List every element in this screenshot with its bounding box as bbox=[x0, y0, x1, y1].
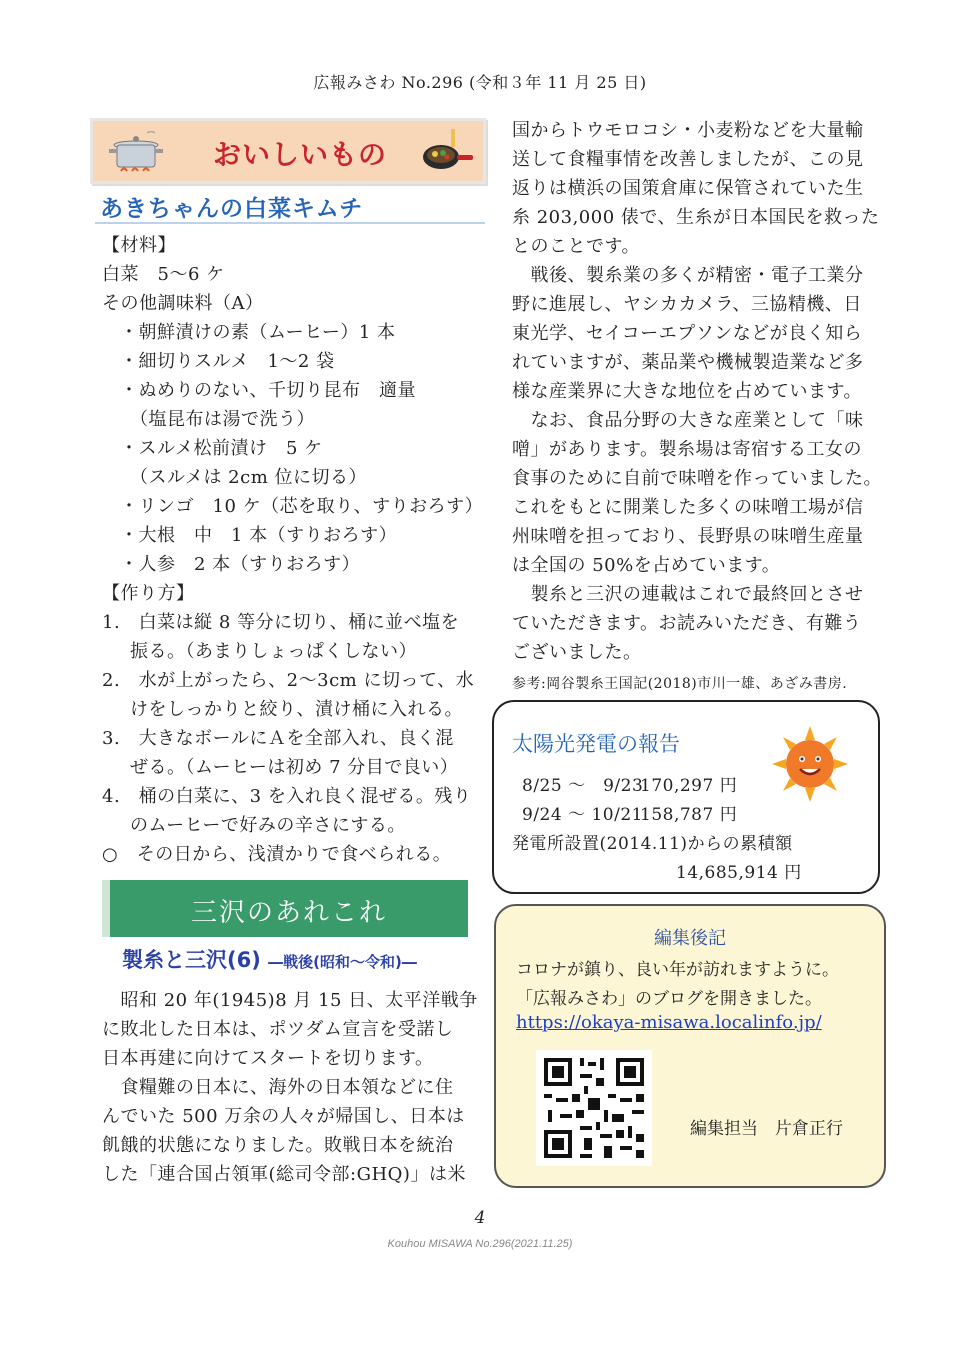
body-line: 返りは横浜の国策倉庫に保管されていた生 bbox=[512, 178, 864, 199]
body-line: に敗北した日本は、ポツダム宣言を受諾し bbox=[102, 1019, 454, 1040]
oishii-banner bbox=[90, 118, 486, 184]
solar-cumulative-value: 14,685,914 円 bbox=[676, 863, 802, 883]
body-line: なお、食品分野の大きな産業として「味 bbox=[512, 410, 864, 431]
body-line: 飢餓的状態になりました。敗戦日本を統治 bbox=[102, 1135, 454, 1156]
recipe-line: のムーヒーで好みの辛さにする。 bbox=[130, 815, 406, 836]
solar-row-amount: 170,297 円 bbox=[640, 776, 738, 796]
body-line: 製糸と三沢の連載はこれで最終回とさせ bbox=[512, 584, 864, 605]
editor-note-title: 編集後記 bbox=[654, 928, 726, 949]
recipe-line: 3. 大きなボールにＡを全部入れ、良く混 bbox=[102, 728, 454, 749]
recipe-line: （塩昆布は湯で洗う） bbox=[130, 409, 315, 430]
recipe-line: 【材料】 bbox=[102, 235, 176, 256]
recipe-line: ぜる。（ムーヒーは初め 7 分目で良い） bbox=[130, 757, 459, 778]
body-line: んでいた 500 万余の人々が帰国し、日本は bbox=[102, 1106, 465, 1127]
recipe-line: ・大根 中 1 本（すりおろす） bbox=[120, 525, 398, 546]
recipe-line: 1. 白菜は縦 8 等分に切り、桶に並べ塩を bbox=[102, 612, 460, 633]
recipe-line: ・朝鮮漬けの素（ムーヒー）1 本 bbox=[120, 322, 396, 343]
recipe-line: ○ その日から、浅漬かりで食べられる。 bbox=[102, 844, 452, 865]
body-line: ございました。 bbox=[512, 642, 642, 663]
body-line: 食事のために自前で味噌を作っていました。 bbox=[512, 468, 882, 489]
body-line: これをもとに開業した多くの味噌工場が信 bbox=[512, 497, 864, 518]
series-title bbox=[122, 944, 417, 974]
body-line: れていますが、薬品業や機械製造業など多 bbox=[512, 352, 864, 373]
solar-cumulative-label: 発電所設置(2014.11)からの累積額 bbox=[512, 834, 793, 854]
page-footer: Kouhou MISAWA No.296(2021.11.25) bbox=[387, 1238, 573, 1250]
body-line: 糸 203,000 俵で、生糸が日本国民を救った bbox=[512, 207, 880, 228]
recipe-line: 4. 桶の白菜に、3 を入れ良く混ぜる。残り bbox=[102, 786, 472, 807]
body-line: 日本再建に向けてスタートを切ります。 bbox=[102, 1048, 434, 1069]
editor-note-line: コロナが鎮り、良い年が訪れますように。 bbox=[516, 960, 839, 980]
recipe-line: ・リンゴ 10 ケ（芯を取り、すりおろす） bbox=[120, 496, 484, 517]
oishii-banner-title: おいしいもの bbox=[213, 138, 388, 171]
body-line: 東光学、セイコーエプソンなどが良く知ら bbox=[512, 323, 863, 344]
series-title-main: 製糸と三沢(6) bbox=[122, 948, 261, 972]
recipe-title: あきちゃんの白菜キムチ bbox=[100, 196, 364, 222]
frying-pan-icon bbox=[421, 127, 473, 175]
blog-link[interactable]: https://okaya-misawa.localinfo.jp/ bbox=[516, 1012, 822, 1033]
body-line: した「連合国占領軍(総司令部:GHQ)」は米 bbox=[102, 1164, 466, 1185]
body-line: 食糧難の日本に、海外の日本領などに住 bbox=[102, 1077, 454, 1098]
body-line: 様な産業界に大きな地位を占めています。 bbox=[512, 381, 863, 402]
page-number: 4 bbox=[474, 1208, 486, 1228]
body-line: 野に進展し、ヤシカカメラ、三協精機、日 bbox=[512, 294, 862, 315]
recipe-line: ・人参 2 本（すりおろす） bbox=[120, 554, 361, 575]
solar-row-amount: 158,787 円 bbox=[640, 805, 738, 825]
body-line: 噌」があります。製糸場は寄宿する工女の bbox=[512, 439, 863, 460]
recipe-line: ・細切りスルメ 1〜2 袋 bbox=[120, 351, 335, 372]
recipe-line: 2. 水が上がったら、2〜3cm に切って、水 bbox=[102, 670, 475, 691]
recipe-line: （スルメは 2cm 位に切る） bbox=[130, 467, 368, 488]
body-line: 送して食糧事情を改善しましたが、この見 bbox=[512, 149, 864, 170]
solar-report-title: 太陽光発電の報告 bbox=[512, 732, 680, 756]
pot-icon bbox=[107, 129, 165, 175]
recipe-line: 振る。（あまりしょっぱくしない） bbox=[130, 641, 417, 662]
recipe-line: 白菜 5〜6 ケ bbox=[102, 264, 225, 285]
recipe-line: ・スルメ松前漬け 5 ケ bbox=[120, 438, 323, 459]
body-line: 昭和 20 年(1945)8 月 15 日、太平洋戦争 bbox=[102, 990, 478, 1011]
recipe-title-underline bbox=[95, 222, 485, 224]
body-line: 州味噌を担っており、長野県の味噌生産量 bbox=[512, 526, 864, 547]
body-line: 戦後、製糸業の多くが精密・電子工業分 bbox=[512, 265, 864, 286]
body-line: ていただきます。お読みいただき、有難う bbox=[512, 613, 862, 634]
body-line: は全国の 50%を占めています。 bbox=[512, 555, 781, 576]
misawa-banner-title: 三沢のあれこれ bbox=[190, 898, 387, 928]
recipe-line: けをしっかりと絞り、漬け桶に入れる。 bbox=[130, 699, 463, 720]
series-subtitle: ―戦後(昭和〜令和)― bbox=[268, 953, 417, 971]
recipe-line: 【作り方】 bbox=[102, 583, 195, 604]
recipe-line: その他調味料（A） bbox=[102, 293, 264, 314]
editor-note-line: 「広報みさわ」のブログを開きました。 bbox=[516, 989, 822, 1009]
editor-staff: 編集担当 片倉正行 bbox=[690, 1119, 843, 1139]
solar-row-period: 9/24 〜 10/21 bbox=[522, 805, 643, 825]
qr-code-icon[interactable] bbox=[536, 1050, 652, 1166]
reference-note: 参考:岡谷製糸王国記(2018)市川一雄、あざみ書房. bbox=[512, 676, 848, 692]
misawa-banner bbox=[110, 880, 468, 937]
body-line: 国からトウモロコシ・小麦粉などを大量輸 bbox=[512, 120, 864, 141]
recipe-line: ・ぬめりのない、千切り昆布 適量 bbox=[120, 380, 416, 401]
body-line: とのことです。 bbox=[512, 236, 641, 257]
page-header: 広報みさわ No.296 (令和３年 11 月 25 日) bbox=[313, 73, 647, 92]
smiling-sun-icon bbox=[772, 726, 848, 802]
solar-row-period: 8/25 〜 9/23 bbox=[522, 776, 644, 796]
